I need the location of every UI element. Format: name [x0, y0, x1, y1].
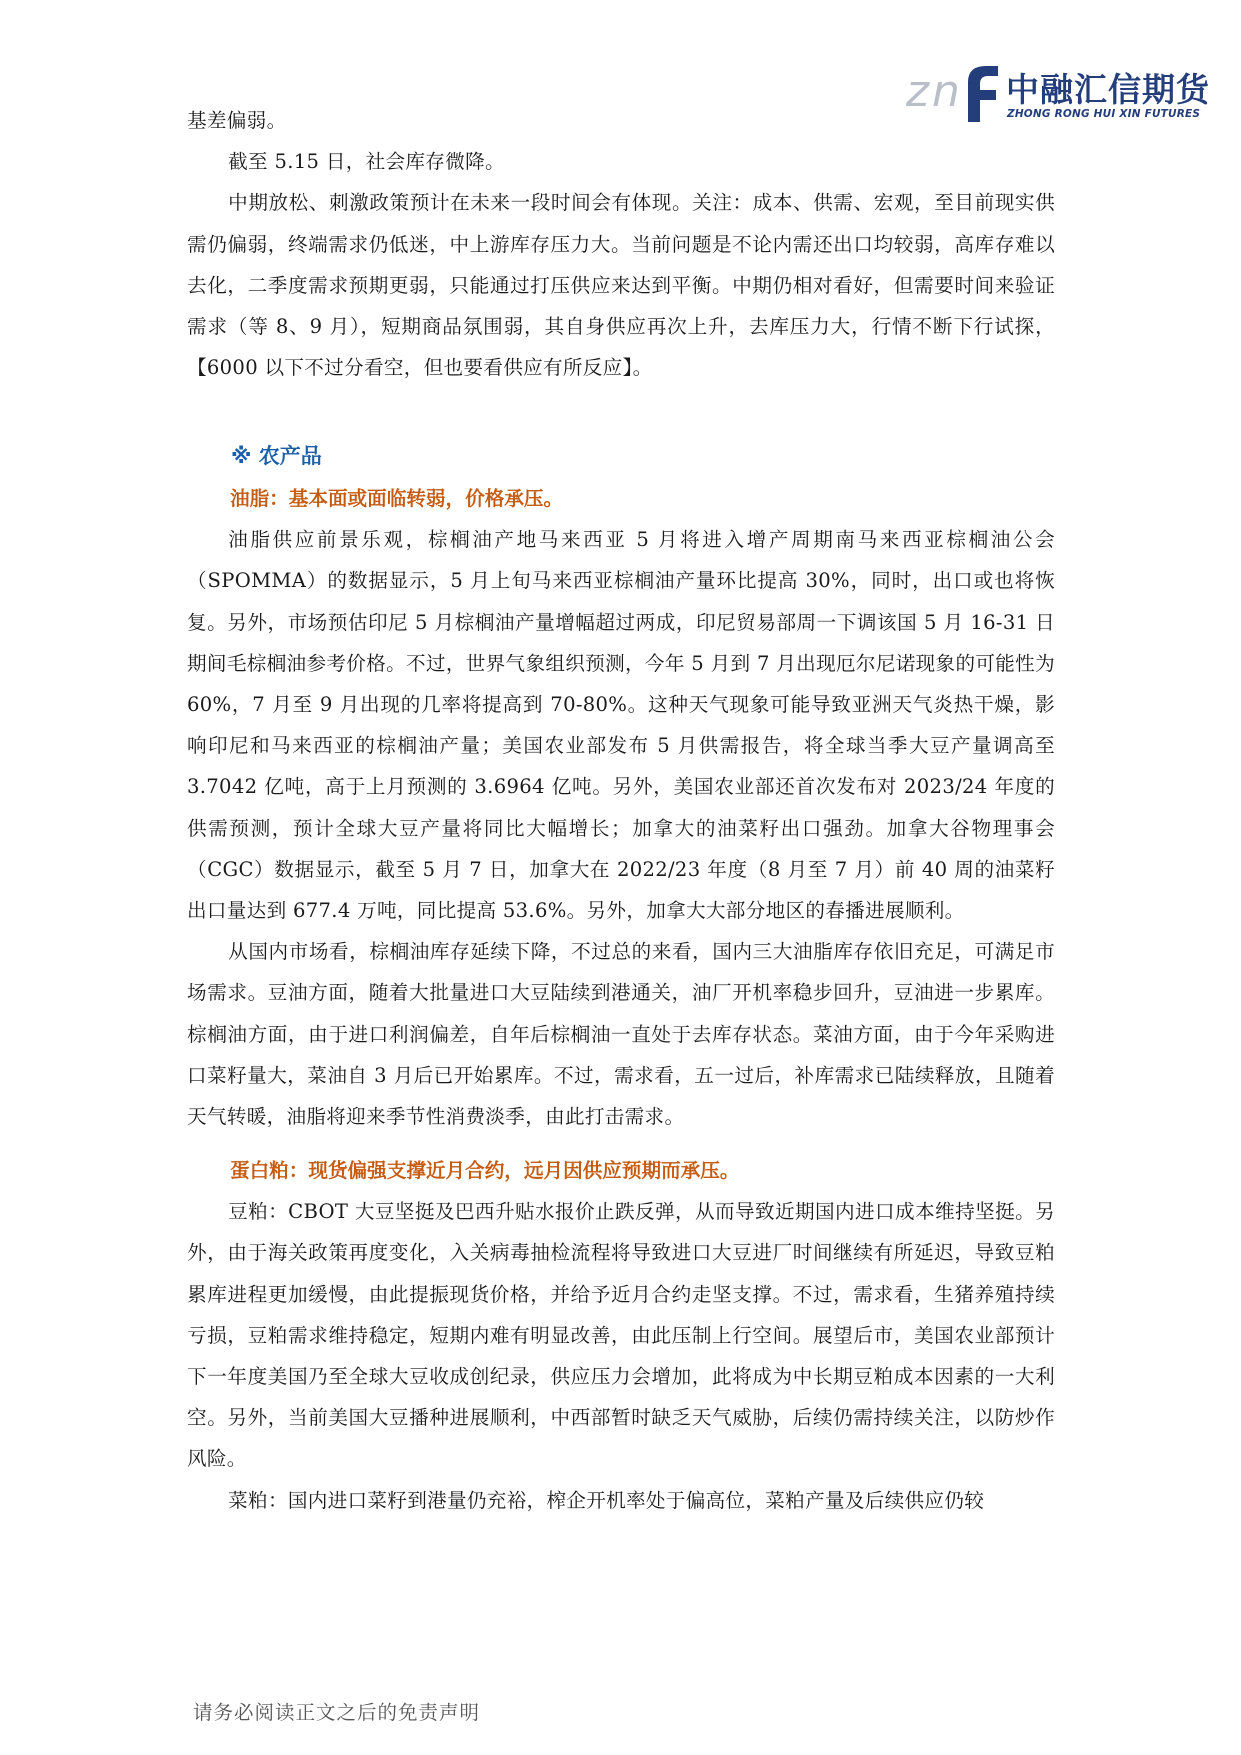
paragraph-basis: 基差偏弱。 — [187, 109, 287, 132]
logo-chinese-name: 中融汇信期货 — [1006, 70, 1210, 109]
block1 — [187, 100, 1055, 388]
meal-paragraph-rapemeal: 菜粕：国内进口菜籽到港量仍充裕，榨企开机率处于偏高位，菜粕产量及后续供应仍较 — [228, 1488, 985, 1512]
meal-paragraph-soymeal: 豆粕：CBOT 大豆坚挺及巴西升贴水报价止跌反弹，从而导致近期国内进口成本维持坚挺。另外，由于海关政策再度变化，入关病毒抽检流程将导致进口大豆进厂时间继续有所延迟，导致豆粕累库进程更加缓慢，由此提振现货价格，并给予近月合约走坚支撑。不过，需求看，生猪养殖持续亏损，豆粕需求维持稳定，短期内难有明显改善，由此压制上行空间。展望后市，美国农业部预计下一年度美国乃至全球大豆收成创纪录，供应压力会增加，此将成为中长期豆粕成本因素的一大利空。另外，当前美国大豆播种进展顺利，中西部暂时缺乏天气威胁，后续仍需持续关注，以防炒作风险。 — [187, 1200, 1055, 1471]
oils-section — [187, 478, 1055, 1137]
meal-section — [187, 1150, 1055, 1521]
paragraph-midterm: 中期放松、刺激政策预计在未来一段时间会有体现。关注：成本、供需、宏观，至目前现实供需仍偏弱，终端需求仍低迷，中上游库存压力大。当前问题是不论内需还出口均较弱，高库存难以去化，二季度需求预期更弱，只能通过打压供应来达到平衡。中期仍相对看好，但需要时间来验证需求（等 8、9 月），短期商品氛围弱，其自身供应再次上升，去库压力大，行情不断下行试探，【6000 以下不过分看空，但也要看供应有所反应】。 — [187, 191, 1055, 380]
section-title-agri: ※ 农产品 — [231, 444, 322, 468]
paragraph-inventory: 截至 5.15 日，社会库存微降。 — [228, 150, 505, 174]
svg-text:n: n — [932, 66, 960, 117]
oils-heading: 油脂：基本面或面临转弱，价格承压。 — [230, 487, 564, 510]
oils-paragraph-1: 油脂供应前景乐观，棕榈油产地马来西亚 5 月将进入增产周期南马来西亚棕榈油公会（SPOMMA）的数据显示，5 月上旬马来西亚棕榈油产量环比提高 30%，同时，出口或也将恢复。另外，市场预估印尼 5 月棕榈油产量增幅超过两成，印尼贸易部周一下调该国 5 月 16-31 日期间毛棕榈油参考价格。不过，世界气象组织预测，今年 5 月到 7 月出现厄尔尼诺现象的可能性为 60%，7 月至 9 月出现的几率将提高到 70-80%。这种天气现象可能导致亚洲天气炎热干燥，影响印尼和马来西亚的棕榈油产量；美国农业部发布 5 月供需报告，将全球当季大豆产量调高至 3.7042 亿吨，高于上月预测的 3.6964 亿吨。另外，美国农业部还首次发布对 2023/24 年度的供需预测，预计全球大豆产量将同比大幅增长；加拿大的油菜籽出口强劲。加拿大谷物理事会（CGC）数据显示，截至 5 月 7 日，加拿大在 2022/23 年度（8 月至 7 月）前 40 周的油菜籽出口量达到 677.4 万吨，同比提高 53.6%。另外，加拿大大部分地区的春播进展顺利。 — [187, 528, 1055, 923]
footer-disclaimer: 请务必阅读正文之后的免责声明 — [193, 1701, 481, 1724]
logo-english-name: ZHONG RONG HUI XIN FUTURES — [1007, 108, 1201, 120]
meal-heading: 蛋白粕：现货偏强支撑近月合约，远月因供应预期而承压。 — [230, 1159, 740, 1182]
oils-paragraph-2: 从国内市场看，棕榈油库存延续下降，不过总的来看，国内三大油脂库存依旧充足，可满足市场需求。豆油方面，随着大批量进口大豆陆续到港通关，油厂开机率稳步回升，豆油进一步累库。棕榈油方面，由于进口利润偏差，自年后棕榈油一直处于去库存状态。菜油方面，由于今年采购进口菜籽量大，菜油自 3 月后已开始累库。不过，需求看，五一过后，补库需求已陆续释放，且随着天气转暖，油脂将迎来季节性消费淡季，由此打击需求。 — [187, 940, 1055, 1129]
svg-text:z: z — [906, 66, 930, 117]
